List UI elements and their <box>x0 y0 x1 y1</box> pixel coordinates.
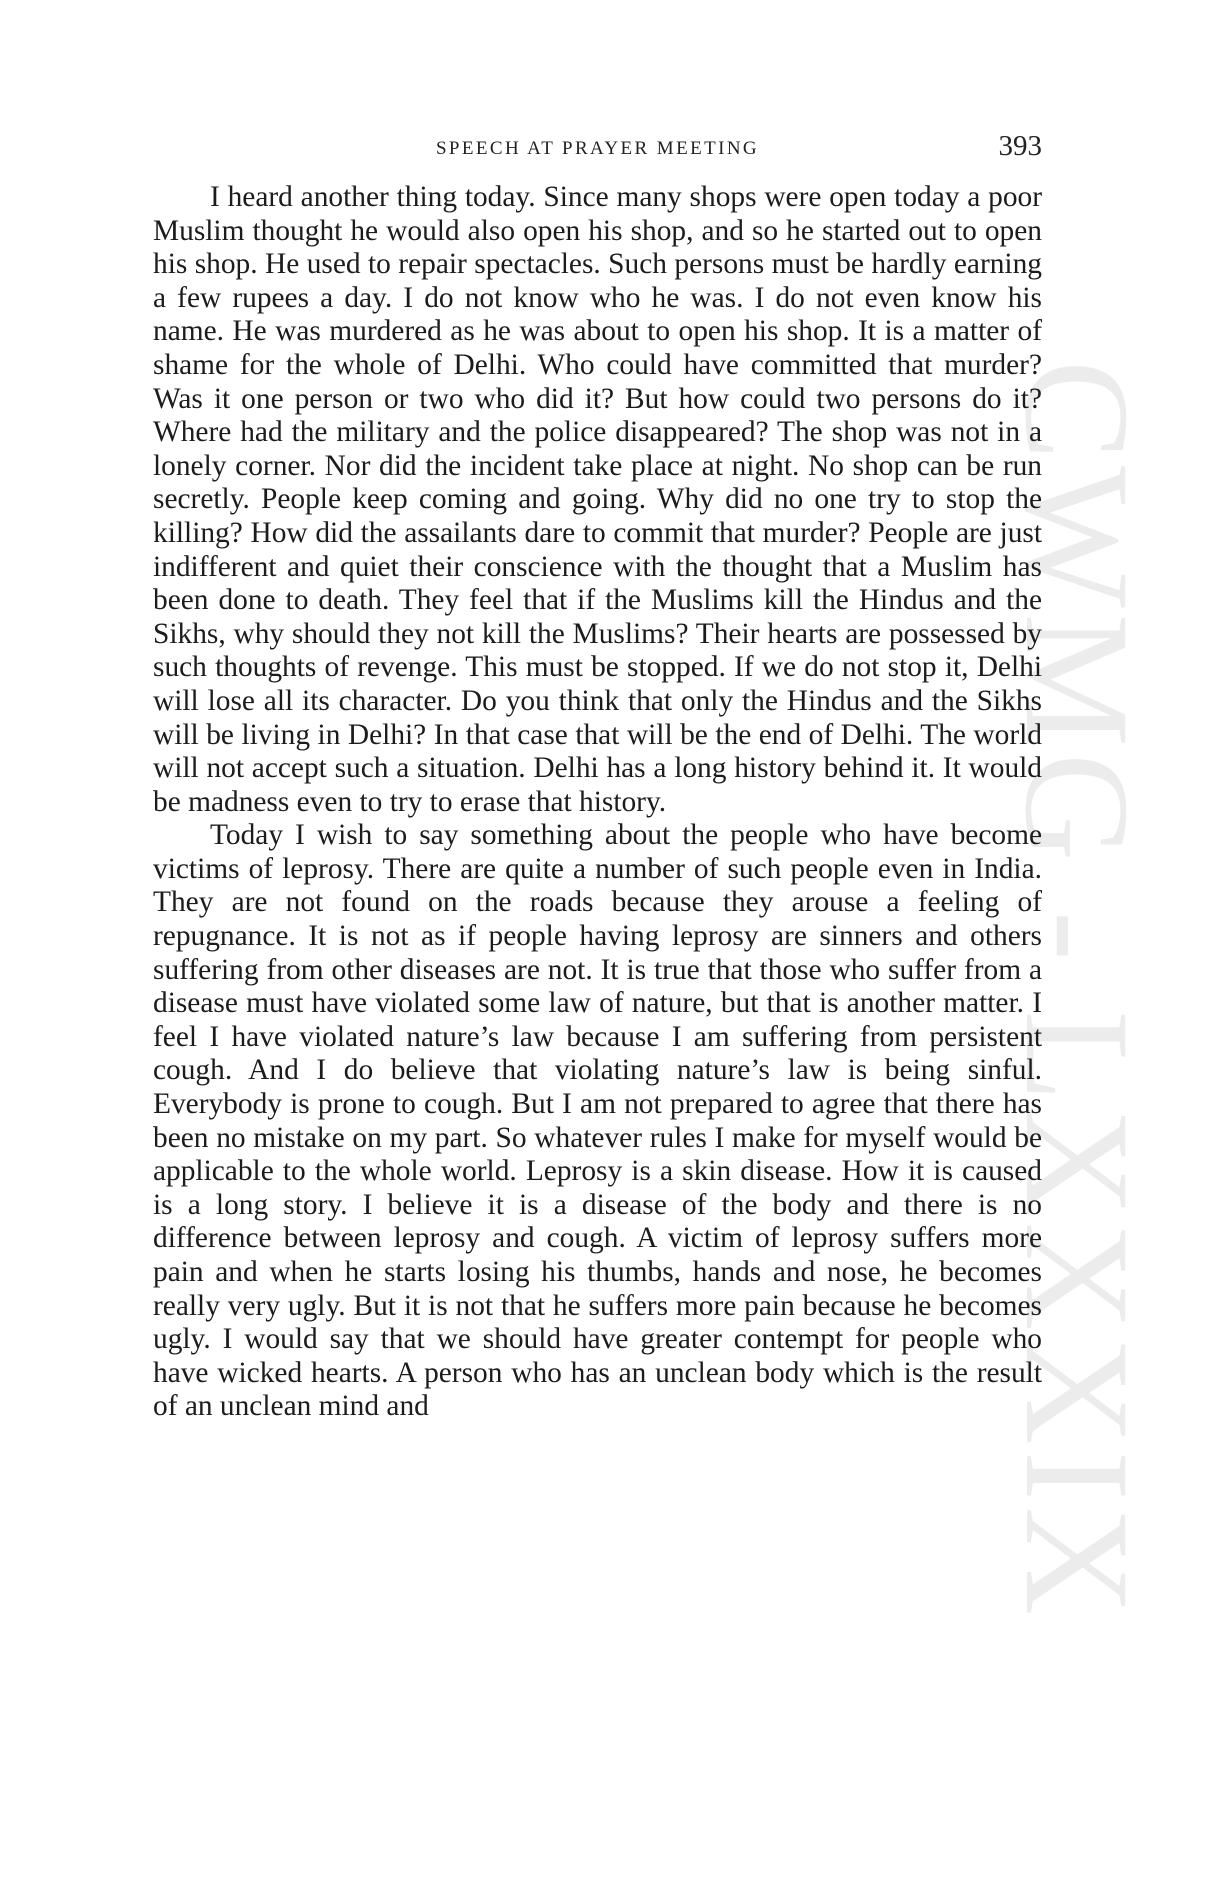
running-title: SPEECH AT PRAYER MEETING <box>435 138 760 159</box>
paragraph-1: I heard another thing today. Since many shops were open today a poor Muslim thought he would also open his shop, and so he started out to open his shop. He used to repair spectacles. Such persons must be hardly earning a few rupees a day. I do not know who he was. I do not even know his name. He was murdered as he was about to open his shop. It is a matter of shame for the whole of Delhi. Who could have committed that murder? Was it one person or two who did it? But how could two persons do it? Where had the military and the police disappeared? The shop was not in a lonely corner. Nor did the incident take place at night. No shop can be run secretly. People keep coming and going. Why did no one try to stop the killing? How did the assailants dare to commit that murder? People are just indifferent and quiet their conscience with the thought that a Muslim has been done to death. They feel that if the Muslims kill the Hindus and the Sikhs, why should they not kill the Muslims? Their hearts are possessed by such thoughts of revenge. This must be stopped. If we do not stop it, Delhi will lose all its character. Do you think that only the Hindus and the Sikhs will be living in Delhi? In that case that will be the end of Delhi. The world will not accept such a situation. Delhi has a long history behind it. It would be madness even to try to erase that history. <box>153 181 1042 818</box>
running-head <box>153 130 1042 170</box>
body-text <box>153 181 1042 1424</box>
watermark-text: CWMG - LXXXIX <box>994 360 1160 1622</box>
page-number: 393 <box>998 130 1042 162</box>
paragraph-2: Today I wish to say something about the people who have become victims of leprosy. There are quite a number of such people even in India. They are not found on the roads because they arouse a feeling of repugnance. It is not as if people having leprosy are sinners and others suffering from other diseases are not. It is true that those who suffer from a disease must have violated some law of nature, but that is another matter. I feel I have violated nature’s law because I am suffering from persistent cough. And I do believe that violating nature’s law is being sinful. Everybody is prone to cough. But I am not prepared to agree that there has been no mistake on my part. So whatever rules I make for myself would be applicable to the whole world. Leprosy is a skin disease. How it is caused is a long story. I believe it is a disease of the body and there is no difference between leprosy and cough. A victim of leprosy suffers more pain and when he starts losing his thumbs, hands and nose, he becomes really very ugly. But it is not that he suffers more pain because he becomes ugly. I would say that we should have greater contempt for people who have wicked hearts. A person who has an unclean body which is the result of an unclean mind and <box>153 819 1042 1423</box>
